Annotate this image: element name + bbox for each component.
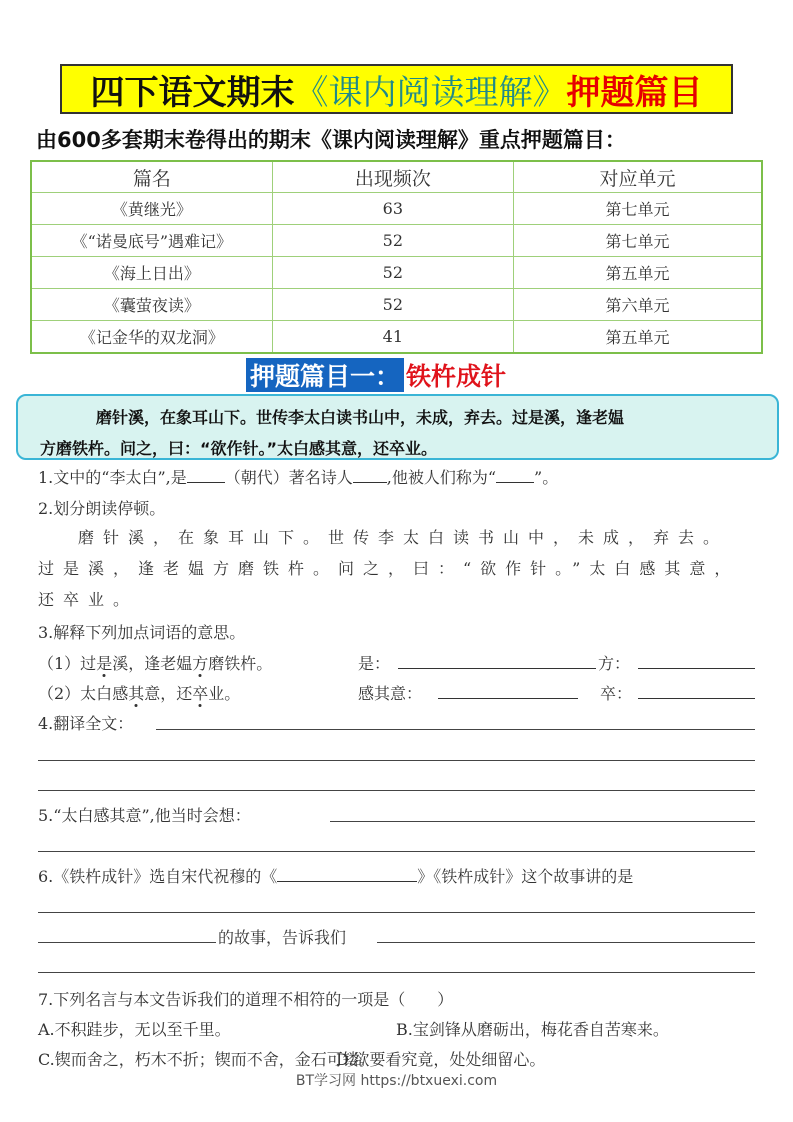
q4-answer-line-2[interactable]	[38, 760, 755, 761]
question-7-prompt: 7.下列名言与本文告诉我们的道理不相符的一项是（ ）	[38, 990, 454, 1009]
cell-frequency: 52	[272, 289, 513, 321]
q1-text-a: 1.文中的“李太白”,是	[38, 468, 187, 487]
q1-blank-poet[interactable]	[353, 466, 387, 483]
table-header-row	[31, 161, 762, 193]
q3-1-dotted-shi: 是	[96, 654, 113, 673]
q6-answer-line-3[interactable]	[38, 972, 755, 973]
q5-answer-line-1[interactable]	[330, 821, 755, 822]
question-1	[38, 465, 558, 488]
cell-frequency: 52	[272, 257, 513, 289]
passage-line-2: 方磨铁杵。问之，曰：“欲作针。”太白感其意，还卒业。	[40, 439, 438, 458]
q7-option-a[interactable]: A.不积跬步，无以至千里。	[38, 1020, 231, 1039]
question-5-prompt: 5.“太白感其意”,他当时会想：	[38, 806, 251, 825]
q1-text-b: （朝代）著名诗人	[224, 468, 353, 487]
question-3-prompt: 3.解释下列加点词语的意思。	[38, 623, 246, 642]
q3-1-post: 磨铁杵。	[208, 654, 273, 673]
cell-unit: 第七单元	[513, 225, 762, 257]
q7-option-c[interactable]: C.锲而舍之，朽木不折；锲而不舍，金石可镂。	[38, 1050, 375, 1069]
cell-unit: 第五单元	[513, 257, 762, 289]
q3-2-blank-ganqiyi[interactable]	[438, 682, 578, 699]
question-4-prompt: 4.翻译全文：	[38, 714, 134, 733]
passage-box	[16, 394, 779, 460]
q1-text-d: ”。	[534, 468, 559, 487]
cell-title: 《海上日出》	[31, 257, 272, 289]
header-unit: 对应单元	[513, 161, 762, 193]
q3-1-label-shi: 是：	[358, 654, 391, 673]
header-frequency: 出现频次	[272, 161, 513, 193]
section-label: 押题篇目一：	[246, 358, 404, 392]
subtitle: 由600多套期末卷得出的期末《课内阅读理解》重点押题篇目：	[36, 128, 626, 152]
title-part-grade: 四下语文期末	[90, 72, 295, 113]
q3-1-label-fang: 方：	[598, 654, 631, 673]
q2-passage-line-2: 过是溪，逢老媪方磨铁杵。问之，曰：“欲作针。”太白感其意，	[38, 559, 740, 578]
q3-item-2	[38, 681, 240, 704]
section-heading	[246, 358, 506, 392]
table-row	[31, 193, 762, 225]
q6-text-b: 》《铁杵成针》这个故事讲的是	[417, 867, 634, 886]
q3-2-mid: ，还	[160, 684, 193, 703]
frequency-table	[30, 160, 763, 354]
title-part-topic: 《课内阅读理解》	[294, 72, 567, 113]
table-row	[31, 225, 762, 257]
q6-text-a: 6.《铁杵成针》选自宋代祝穆的《	[38, 867, 278, 886]
q7-option-d[interactable]: D.欲要看究竟，处处细留心。	[336, 1050, 546, 1069]
title-part-prediction: 押题篇目	[566, 72, 703, 113]
cell-unit: 第六单元	[513, 289, 762, 321]
question-6	[38, 864, 633, 887]
q6-blank-book[interactable]	[277, 865, 417, 882]
cell-unit: 第五单元	[513, 321, 762, 354]
header-title: 篇名	[31, 161, 272, 193]
cell-title: 《黄继光》	[31, 193, 272, 225]
q5-answer-line-2[interactable]	[38, 851, 755, 852]
q6-blank-story[interactable]	[38, 942, 216, 943]
q3-2-dotted-zu: 卒	[192, 684, 209, 703]
cell-title: 《“诺曼底号”遇难记》	[31, 225, 272, 257]
cell-frequency: 41	[272, 321, 513, 354]
section-topic: 铁杵成针	[406, 362, 507, 391]
q2-passage-line-1: 磨针溪，在象耳山下。世传李太白读书山中，未成，弃去。	[78, 528, 729, 547]
table-row	[31, 257, 762, 289]
q4-answer-line-3[interactable]	[38, 790, 755, 791]
question-2-prompt: 2.划分朗读停顿。	[38, 499, 166, 518]
q3-2-post: 业。	[208, 684, 241, 703]
q3-2-blank-zu[interactable]	[638, 682, 755, 699]
q3-1-blank-fang[interactable]	[638, 652, 755, 669]
q6-answer-line-1[interactable]	[38, 912, 755, 913]
q6-text-c: 的故事，告诉我们	[218, 928, 347, 947]
q1-blank-dynasty[interactable]	[187, 466, 225, 483]
q3-1-pre: （1）过	[38, 654, 97, 673]
q1-text-c: ,他被人们称为“	[386, 468, 497, 487]
cell-title: 《囊萤夜读》	[31, 289, 272, 321]
q7-option-b[interactable]: B.宝剑锋从磨砺出，梅花香自苦寒来。	[396, 1020, 669, 1039]
q4-answer-line-1[interactable]	[156, 729, 755, 730]
q2-passage-line-3: 还卒业。	[38, 590, 139, 609]
cell-frequency: 63	[272, 193, 513, 225]
q6-blank-lesson[interactable]	[377, 942, 755, 943]
footer-watermark: BT学习网 https://btxuexi.com	[295, 1073, 498, 1089]
cell-unit: 第七单元	[513, 193, 762, 225]
cell-title: 《记金华的双龙洞》	[31, 321, 272, 354]
table-row	[31, 321, 762, 354]
q3-item-1	[38, 651, 272, 674]
title-banner	[60, 64, 733, 114]
q3-1-mid: 溪，逢老媪	[112, 654, 193, 673]
table-row	[31, 289, 762, 321]
cell-frequency: 52	[272, 225, 513, 257]
q3-2-label-ganqiyi: 感其意：	[358, 684, 423, 703]
q1-blank-title[interactable]	[496, 466, 534, 483]
q3-2-pre: （2）太白	[38, 684, 113, 703]
q3-2-dotted-ganqiyi: 感其意	[112, 684, 161, 703]
q3-1-dotted-fang: 方	[192, 654, 209, 673]
q3-2-label-zu: 卒：	[600, 684, 633, 703]
q3-1-blank-shi[interactable]	[398, 652, 596, 669]
passage-line-1: 磨针溪，在象耳山下。世传李太白读书山中，未成，弃去。过是溪，逢老媪	[96, 408, 625, 427]
